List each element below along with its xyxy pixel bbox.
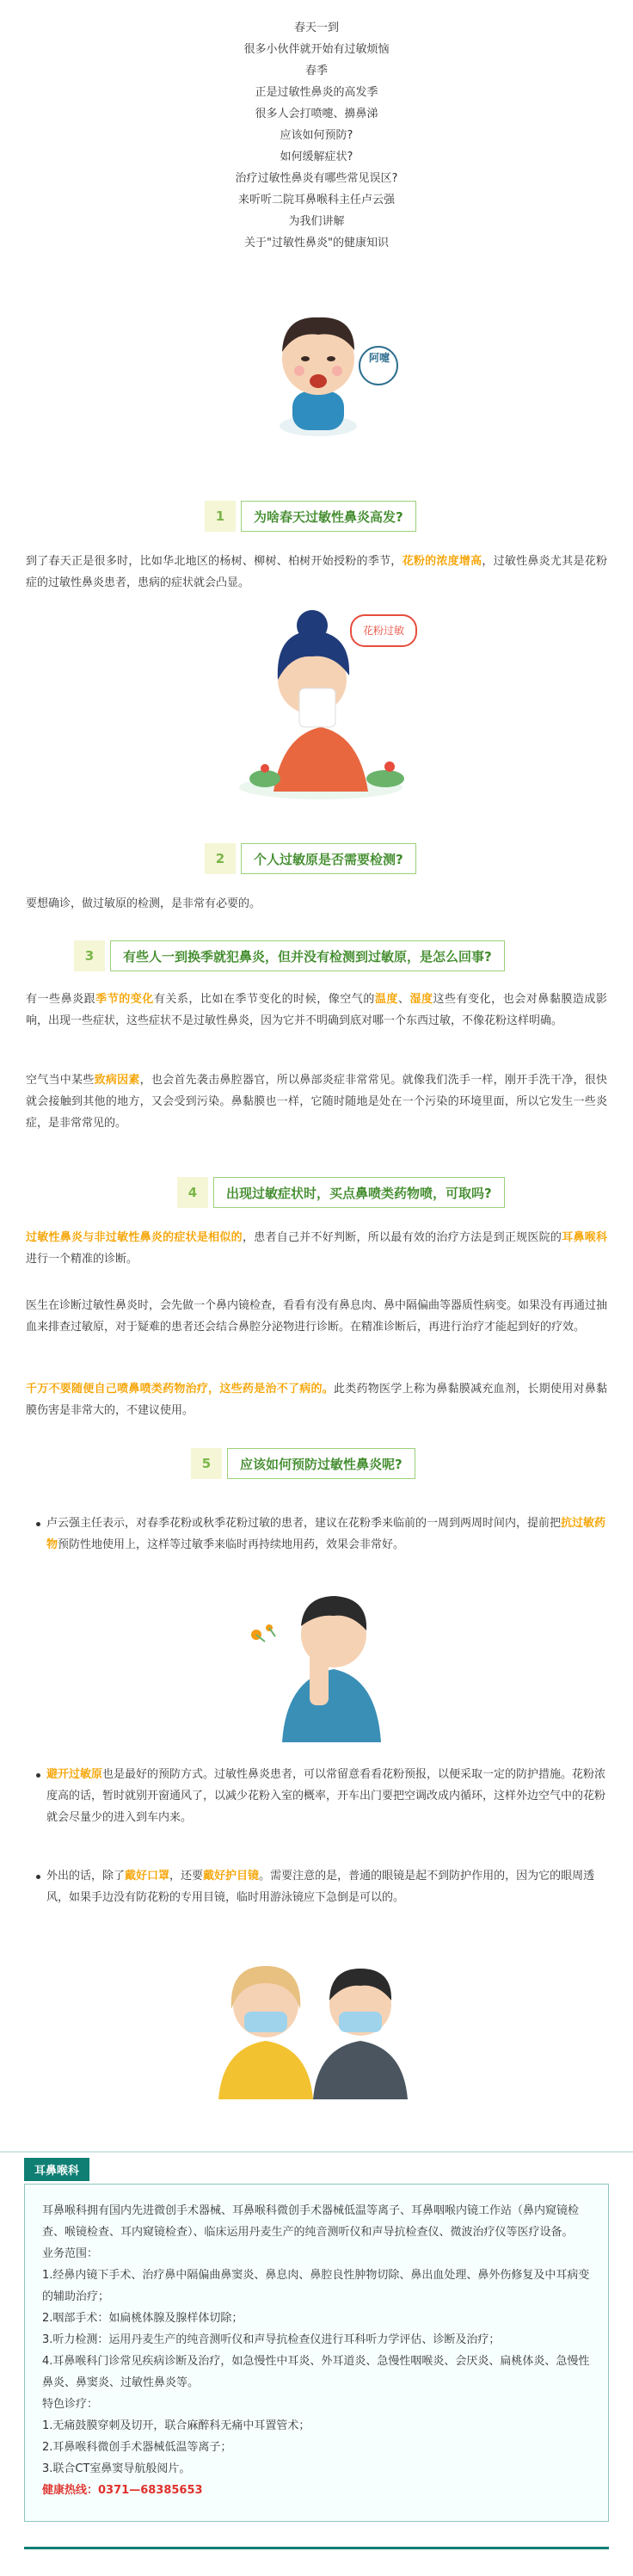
hotline — [42, 2480, 591, 2501]
info-line: 3.联合CT室鼻窦导航般阅片。 — [42, 2462, 191, 2475]
bullet-3 — [46, 1865, 609, 1908]
highlight-text: 季节的变化 — [95, 993, 154, 1006]
intro-line: 为我们讲解 — [288, 215, 345, 228]
highlight-text: 避开过敏原 — [46, 1768, 103, 1781]
department-tag: 耳鼻喉科 — [24, 2158, 89, 2181]
text: 进行一个精准的诊断。 — [26, 1253, 138, 1266]
bullet-dot — [36, 1773, 40, 1778]
section-number: 5 — [191, 1448, 222, 1479]
text: 也是最好的预防方式。过敏性鼻炎患者，可以常留意看看花粉预报，以便采取一定的防护措施。花粉浓度高的话，暂时就别开窗通风了，以减少花粉入室的概率，开车出门要把空调改成内循环，这样外边空气中的花粉就会尽量少的进入到车内来。 — [46, 1768, 606, 1824]
section-title: 应该如何预防过敏性鼻炎呢? — [227, 1448, 415, 1479]
section-title: 个人过敏原是否需要检测? — [241, 843, 416, 874]
paragraph-6: 医生在诊断过敏性鼻炎时，会先做一个鼻内镜检查，看看有没有鼻息肉、鼻中隔偏曲等器质性病变。如果没有再通过抽血来排查过敏原，对于疑难的患者还会结合鼻腔分泌物进行诊断。在精准诊断后，再进行治疗才能起到好的疗效。 — [26, 1299, 608, 1334]
section-number: 1 — [205, 501, 236, 532]
text: 预防性地使用上，这样等过敏季来临时再持续地用药，效果会非常好。 — [58, 1538, 405, 1551]
text: 、 — [397, 993, 410, 1006]
section-number: 2 — [205, 843, 236, 874]
text: 外出的话，除了 — [46, 1870, 126, 1883]
intro-line: 正是过敏性鼻炎的高发季 — [255, 86, 378, 99]
text: 到了春天正是很多时，比如华北地区的杨树、柳树、柏树开始授粉的季节， — [26, 555, 403, 568]
text: ，患者自己并不好判断，所以最有效的治疗方法是到正规医院的 — [242, 1231, 562, 1244]
highlight-text: 抗过敏药物 — [46, 1517, 606, 1551]
text: 此类药物医学上称为鼻黏膜减充血剂，长期使用对鼻黏膜伤害是非常大的，不建议使用。 — [26, 1383, 607, 1417]
bullet-dot — [36, 1522, 40, 1526]
section-title: 有些人一到换季就犯鼻炎，但并没有检测到过敏原，是怎么回事? — [110, 940, 505, 971]
sneezing-boy-illustration — [258, 297, 404, 439]
intro-block — [0, 17, 633, 254]
woman-sneezing-illustration — [230, 607, 420, 804]
intro-line: 治疗过敏性鼻炎有哪些常见误区? — [235, 172, 398, 185]
hotline-label: 健康热线： — [42, 2484, 99, 2497]
section-5-header — [191, 1448, 415, 1479]
bullet-1 — [46, 1513, 609, 1556]
paragraph-5 — [26, 1227, 607, 1270]
text: ，还要 — [169, 1870, 204, 1883]
intro-line: 如何缓解症状? — [280, 151, 353, 163]
intro-line: 很多人会打喷嚏、擤鼻涕 — [255, 108, 378, 120]
highlight-text: 戴好护目镜 — [203, 1870, 260, 1883]
text: 空气当中某些 — [26, 1074, 95, 1087]
intro-line: 春天一到 — [293, 22, 339, 34]
boy-sign-text: 阿嚏 — [369, 352, 390, 364]
intro-line: 关于"过敏性鼻炎"的健康知识 — [244, 237, 389, 250]
intro-line: 应该如何预防? — [280, 129, 353, 142]
text: ，过敏性鼻炎尤其是花粉症的过敏性鼻炎患者，患病的症状就会凸显。 — [26, 555, 607, 589]
paragraph-4 — [26, 1069, 607, 1134]
text: 。需要注意的是，普通的眼镜是起不到防护作用的，因为它的眼周透风，如果手边没有防花粉的专用目镜，临时用游泳镜应下急倒是可以的。 — [46, 1870, 595, 1904]
info-line: 2.耳鼻喉科微创手术器械低温等离子； — [42, 2441, 232, 2454]
allergy-speech-bubble: 花粉过敏 — [362, 625, 404, 637]
paragraph-3 — [26, 989, 607, 1032]
info-line: 特色诊疗： — [42, 2398, 99, 2411]
text: 有关系，比如在季节变化的时候，像空气的 — [153, 993, 375, 1006]
section-3-header — [74, 940, 505, 971]
paragraph-2: 要想确诊，做过敏原的检测，是非常有必要的。 — [26, 897, 261, 910]
info-line: 4.耳鼻喉科门诊常见疾病诊断及治疗，如急慢性中耳炎、外耳道炎、急慢性咽喉炎、会厌炎、扁桃体炎、急慢性鼻炎、鼻窦炎、过敏性鼻炎等。 — [42, 2355, 590, 2389]
highlight-text: 耳鼻喉科 — [562, 1231, 607, 1244]
text: 这些有变化，也会对鼻黏膜造成影响，出现一些症状，这些症状不是过敏性鼻炎，因为它并不明确到底对哪一个东西过敏，不像花粉这样明确。 — [26, 993, 607, 1027]
intro-line: 春季 — [304, 65, 328, 77]
section-title: 出现过敏症状时，买点鼻喷类药物喷，可取吗? — [213, 1177, 505, 1208]
highlight-text: 花粉的浓度增高 — [402, 555, 482, 568]
highlight-text: 千万不要随便自己喷鼻喷类药物治疗，这些药是治不了病的。 — [26, 1383, 335, 1396]
section-number: 3 — [74, 940, 105, 971]
department-info-box — [24, 2184, 609, 2522]
intro-line: 很多小伙伴就开始有过敏烦恼 — [243, 43, 390, 56]
highlight-text: 温度 — [374, 993, 398, 1006]
section-2-header — [205, 843, 416, 874]
section-4-header — [177, 1177, 505, 1208]
bullet-dot — [36, 1875, 40, 1879]
masked-kids-illustration — [210, 1944, 416, 2099]
divider — [0, 2151, 633, 2153]
section-number: 4 — [177, 1177, 208, 1208]
info-line: 1.经鼻内镜下手术、治疗鼻中隔偏曲鼻窦炎、鼻息肉、鼻腔良性肿物切除、鼻出血处理、鼻外伤修复及中耳病变的辅助治疗； — [42, 2269, 590, 2303]
paragraph-1 — [26, 551, 607, 594]
info-line: 2.咽部手术：如扁桃体腺及腺样体切除； — [42, 2312, 243, 2325]
intro-line: 来听听二院耳鼻喉科主任卢云强 — [237, 194, 395, 206]
highlight-text: 过敏性鼻炎与非过敏性鼻炎的症状是相似的 — [26, 1231, 243, 1244]
highlight-text: 戴好口罩 — [125, 1870, 170, 1883]
section-title: 为啥春天过敏性鼻炎高发? — [241, 501, 416, 532]
section-1-header — [205, 501, 416, 532]
info-line: 耳鼻喉科拥有国内先进微创手术器械、耳鼻喉科微创手术器械低温等离子、耳鼻咽喉内镜工作站（鼻内窥镜检查、喉镜检查、耳内窥镜检查）、临床运用丹麦生产的纯音测听仪和声导抗检查仪、微波治疗仪等医疗设备。 — [42, 2204, 580, 2239]
man-sneezing-illustration — [230, 1575, 394, 1742]
text: 卢云强主任表示，对春季花粉或秋季花粉过敏的患者，建议在花粉季来临前的一周到两周时间内，提前把 — [46, 1517, 562, 1530]
info-line: 1.无痛鼓膜穿刺及切开，联合麻醉科无痛中耳置管术； — [42, 2419, 310, 2432]
text: 有一些鼻炎跟 — [26, 993, 96, 1006]
bullet-2 — [46, 1764, 609, 1828]
highlight-text: 湿度 — [409, 993, 433, 1006]
footer-bar — [24, 2547, 609, 2549]
info-line: 业务范围： — [42, 2247, 99, 2260]
hotline-number[interactable]: 0371—68385653 — [98, 2484, 203, 2497]
text: ，也会首先袭击鼻腔器官，所以鼻部炎症非常常见。就像我们洗手一样，刚开手洗干净，很快就会接触到其他的地方，又会受到污染。鼻黏膜也一样，它随时随地是处在一个污染的环境里面，所以它发生一些炎症，是非常常见的。 — [26, 1074, 607, 1130]
paragraph-7 — [26, 1378, 607, 1421]
highlight-text: 致病因素 — [94, 1074, 140, 1087]
info-line: 3.听力检测：运用丹麦生产的纯音测听仪和声导抗检查仪进行耳科听力学评估、诊断及治疗； — [42, 2333, 501, 2346]
